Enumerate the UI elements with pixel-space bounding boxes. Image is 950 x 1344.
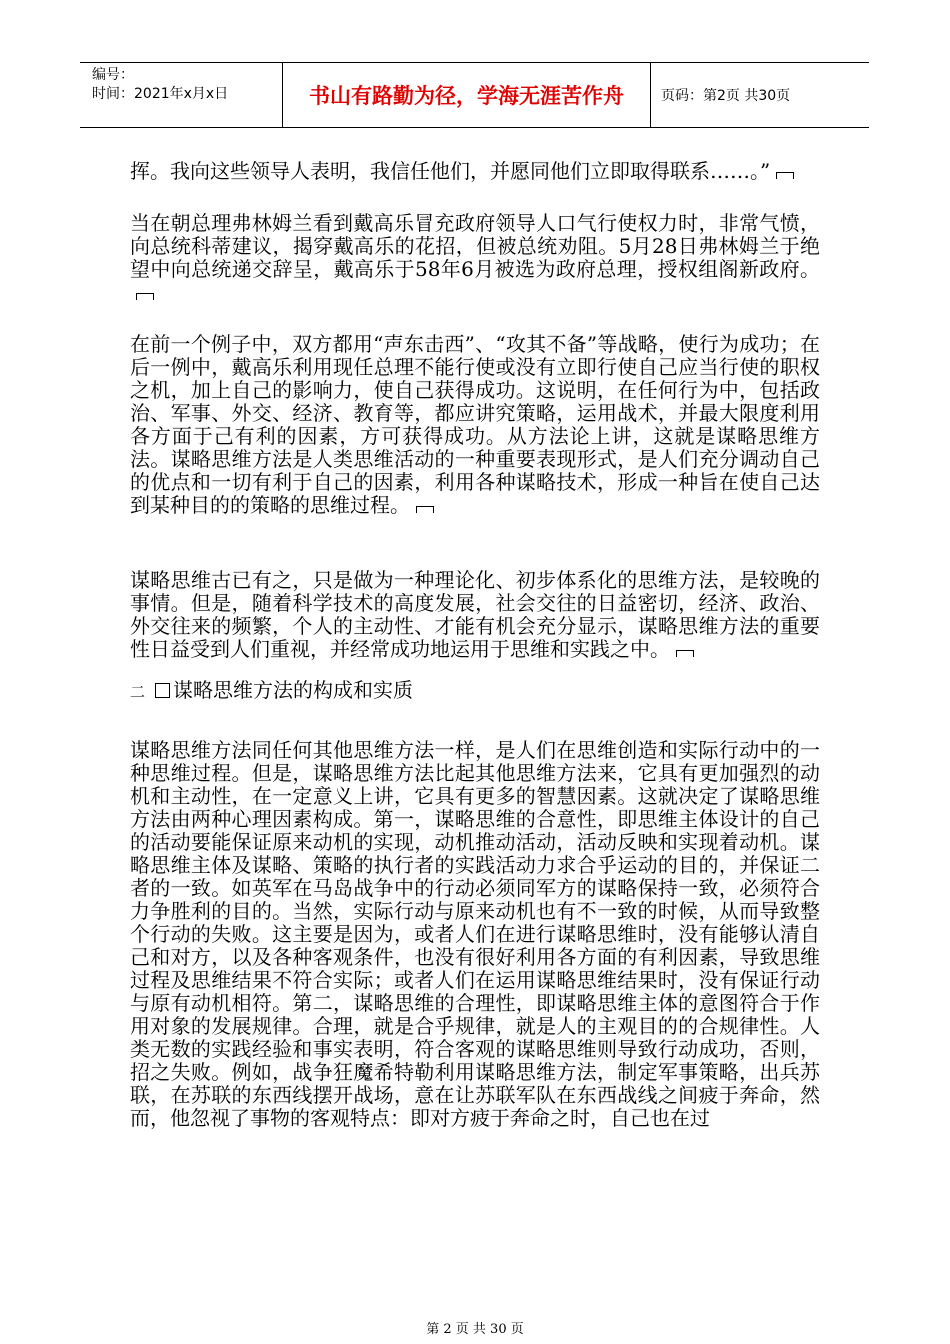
page-footer: 第 2 页 共 30 页 bbox=[426, 1322, 524, 1337]
paragraph-text: 谋略思维古已有之，只是做为一种理论化、初步体系化的思维方法，是较晚的事情。但是，随着科学技术的高度发展，社会交往的日益密切，经济、政治、外交往来的频繁，个人的主动性、才能有机会充分显示，谋略思维方法的重要性日益受到人们重视，并经常成功地运用于思维和实践之中。 bbox=[130, 568, 820, 661]
paragraph bbox=[130, 569, 820, 661]
paragraph-text: 在前一个例子中，双方都用“声东击西”、“攻其不备”等战略，使行为成功；在后一例中，戴高乐利用现任总理不能行使或没有立即行使自己应当行使的职权之机，加上自己的影响力，使自己获得成功。这说明，在任何行为中，包括政治、军事、外交、经济、教育等，都应讲究策略，运用战术，并最大限度利用各方面于己有利的因素，方可获得成功。从方法论上讲，这就是谋略思维方法。谋略思维方法是人类思维活动的一种重要表现形式，是人们充分调动自己的优点和一切有利于自己的因素，利用各种谋略技术，形成一种旨在使自己达到某种目的的策略的思维过程。 bbox=[130, 332, 820, 517]
box-glyph-icon bbox=[155, 683, 170, 698]
paragraph-mark-icon bbox=[136, 293, 154, 300]
document-body bbox=[130, 160, 820, 1130]
body-paragraph: 谋略思维方法同任何其他思维方法一样，是人们在思维创造和实际行动中的一种思维过程。但是，谋略思维方法比起其他思维方法来，它具有更加强烈的动机和主动性，在一定意义上讲，它具有更多的智慧因素。这就决定了谋略思维方法由两种心理因素构成。第一，谋略思维的合意性，即思维主体设计的自己的活动要能保证原来动机的实现，动机推动活动，活动反映和实现着动机。谋略思维主体及谋略、策略的执行者的实践活动力求合乎运动的目的，并保证二者的一致。如英军在马岛战争中的行动必须同军方的谋略保持一致，必须符合力争胜利的目的。当然，实际行动与原来动机也有不一致的时候，从而导致整个行动的失败。这主要是因为，或者人们在进行谋略思维时，没有能够认清自己和对方，以及各种客观条件，也没有很好利用各方面的有利因素，导致思维过程及思维结果不符合实际；或者人们在运用谋略思维结果时，没有保证行动与原有动机相符。第二，谋略思维的合理性，即谋略思维主体的意图符合于作用对象的发展规律。合理，就是合乎规律，就是人的主观目的的合规律性。人类无数的实践经验和事实表明，符合客观的谋略思维则导致行动成功，否则，招之失败。例如，战争狂魔希特勒利用谋略思维方法，制定军事策略，出兵苏联，在苏联的东西线摆开战场，意在让苏联军队在东西战线之间疲于奔命，然而，他忽视了事物的客观特点：即对方疲于奔命之时，自己也在过 bbox=[130, 738, 820, 1130]
serial-number-label: 编号： bbox=[92, 67, 134, 83]
header-motto: 书山有路勤为径，学海无涯苦作舟 bbox=[282, 63, 651, 127]
paragraph-mark-icon bbox=[676, 650, 694, 657]
paragraph bbox=[130, 212, 820, 304]
section-title: 谋略思维方法的构成和实质 bbox=[173, 678, 414, 702]
paragraph-text: 当在朝总理弗林姆兰看到戴高乐冒充政府领导人口气行使权力时，非常气愤，向总统科蒂建议，揭穿戴高乐的花招，但被总统劝阻。5月28日弗林姆兰于绝望中向总统递交辞呈，戴高乐于58年6月被选为政府总理，授权组阁新政府。 bbox=[130, 211, 820, 281]
section-heading bbox=[130, 679, 820, 704]
paragraph-mark-icon bbox=[776, 172, 794, 179]
page-header bbox=[80, 62, 869, 128]
header-left-cell bbox=[80, 63, 282, 127]
paragraph bbox=[130, 160, 820, 183]
section-number: 二 bbox=[130, 683, 146, 701]
paragraph-text: 挥。我向这些领导人表明，我信任他们，并愿同他们立即取得联系……。” bbox=[130, 159, 771, 183]
paragraph-mark-icon bbox=[416, 506, 434, 513]
paragraph bbox=[130, 333, 820, 517]
header-page-info: 页码：第2页 共30页 bbox=[661, 88, 791, 104]
date-label: 时间：2021年x月x日 bbox=[92, 86, 229, 102]
